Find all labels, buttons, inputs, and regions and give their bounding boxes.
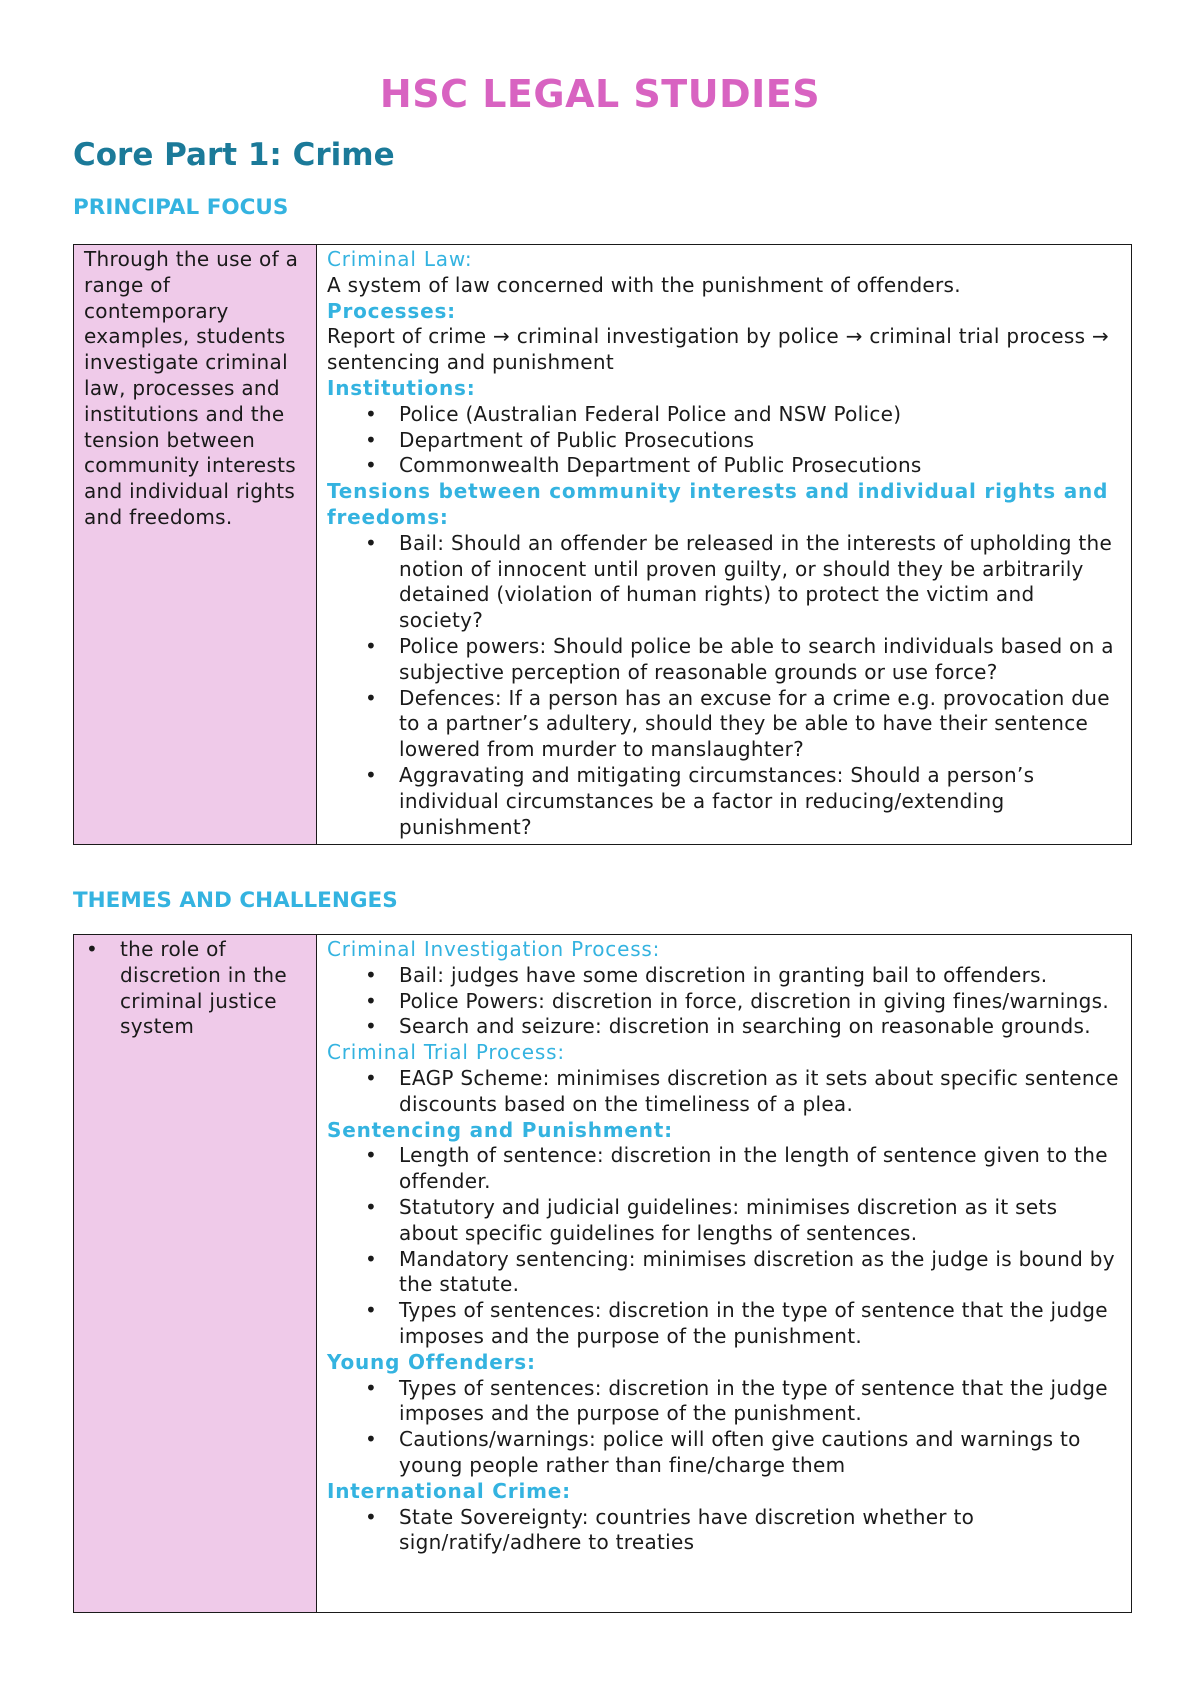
processes-text: Report of crime → criminal investigation by police → criminal trial process → sentencing and punishment	[327, 324, 1110, 375]
criminal-law-heading: Criminal Law:	[327, 247, 473, 271]
list-item: • Bail: Should an offender be released in the interests of upholding the notion of innocent until proven guilty, or should they be arbitrarily detained (violation of human rights) to protect the victim and society?	[327, 531, 1123, 634]
criminal-law-text: A system of law concerned with the punishment of offenders.	[327, 272, 961, 297]
international-crime-heading: International Crime:	[327, 1478, 571, 1503]
list-item: • Cautions/warnings: police will often give cautions and warnings to young people rather than fine/charge them	[327, 1427, 1123, 1479]
principal-focus-right-cell	[317, 245, 1131, 844]
list-item: • Search and seizure: discretion in searching on reasonable grounds.	[327, 1014, 1123, 1040]
tensions-heading: Tensions between community interests and individual rights and freedoms:	[327, 479, 1109, 529]
list-item: • Statutory and judicial guidelines: minimises discretion as it sets about specific guidelines for lengths of sentences.	[327, 1195, 1123, 1247]
themes-left-list	[84, 937, 308, 1040]
themes-left-cell	[74, 935, 317, 1612]
list-item: • Types of sentences: discretion in the type of sentence that the judge imposes and the purpose of the punishment.	[327, 1298, 1123, 1350]
list-item: • Police (Australian Federal Police and NSW Police)	[327, 402, 1123, 428]
principal-focus-heading: PRINCIPAL FOCUS	[73, 195, 289, 220]
young-offenders-heading: Young Offenders:	[327, 1349, 536, 1374]
principal-focus-table	[73, 244, 1132, 845]
list-item: • Department of Public Prosecutions	[327, 428, 1123, 454]
list-item: • Police powers: Should police be able to search individuals based on a subjective perception of reasonable grounds or use force?	[327, 634, 1123, 686]
investigation-heading: Criminal Investigation Process:	[327, 937, 661, 961]
sentencing-heading: Sentencing and Punishment:	[327, 1117, 673, 1142]
core-title: Core Part 1: Crime	[73, 137, 395, 173]
list-item: • Defences: If a person has an excuse for a crime e.g. provocation due to a partner’s adultery, should they be able to have their sentence lowered from murder to manslaughter?	[327, 686, 1123, 763]
themes-heading: THEMES AND CHALLENGES	[73, 888, 398, 913]
list-item: • State Sovereignty: countries have discretion whether to sign/ratify/adhere to treaties	[327, 1505, 1123, 1557]
list-item: • EAGP Scheme: minimises discretion as it sets about specific sentence discounts based on the timeliness of a plea.	[327, 1066, 1123, 1118]
institutions-list	[327, 402, 1123, 479]
page-title: HSC LEGAL STUDIES	[379, 72, 821, 116]
trial-heading: Criminal Trial Process:	[327, 1040, 565, 1065]
trial-list	[327, 1066, 1123, 1118]
list-item: • Mandatory sentencing: minimises discretion as the judge is bound by the statute.	[327, 1247, 1123, 1299]
list-item: • Police Powers: discretion in force, discretion in giving fines/warnings.	[327, 989, 1123, 1015]
themes-right-cell	[317, 935, 1131, 1612]
young-offenders-list	[327, 1376, 1123, 1479]
list-item: • Bail: judges have some discretion in granting bail to offenders.	[327, 963, 1123, 989]
list-item: • Types of sentences: discretion in the type of sentence that the judge imposes and the purpose of the punishment.	[327, 1376, 1123, 1428]
sentencing-list	[327, 1143, 1123, 1349]
international-crime-list	[327, 1505, 1123, 1557]
institutions-heading: Institutions:	[327, 375, 476, 400]
tensions-list	[327, 531, 1123, 841]
list-item: • the role of discretion in the criminal justice system	[84, 937, 308, 1040]
investigation-list	[327, 963, 1123, 1040]
principal-focus-summary: Through the use of a range of contemporary examples, students investigate criminal law, processes and institutions and the tension between community interests and individual rights and freedoms.	[84, 247, 299, 529]
principal-focus-left-cell	[74, 245, 317, 844]
processes-heading: Processes:	[327, 298, 456, 323]
list-item: • Commonwealth Department of Public Prosecutions	[327, 453, 1123, 479]
themes-table	[73, 934, 1132, 1613]
list-item: • Aggravating and mitigating circumstances: Should a person’s individual circumstances be a factor in reducing/extending punishment?	[327, 763, 1123, 840]
list-item: • Length of sentence: discretion in the length of sentence given to the offender.	[327, 1143, 1123, 1195]
